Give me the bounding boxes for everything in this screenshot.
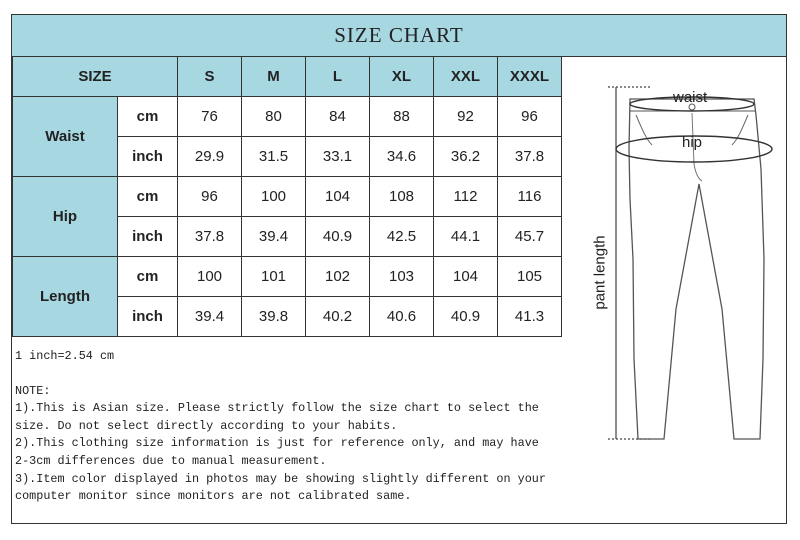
table-cell: 40.6 (370, 297, 434, 337)
notes-heading: NOTE: (15, 383, 51, 398)
size-col-header: S (178, 57, 242, 97)
table-cell: 100 (178, 257, 242, 297)
table-cell: 84 (306, 97, 370, 137)
table-cell: 80 (242, 97, 306, 137)
size-table (12, 56, 562, 337)
table-cell: 37.8 (178, 217, 242, 257)
size-chart-frame (11, 14, 787, 524)
row-label-waist: Waist (13, 97, 118, 177)
table-cell: 31.5 (242, 137, 306, 177)
table-cell: 41.3 (498, 297, 562, 337)
table-cell: 105 (498, 257, 562, 297)
table-cell: 33.1 (306, 137, 370, 177)
hip-label: hip (682, 134, 703, 151)
table-cell: 108 (370, 177, 434, 217)
table-cell: 102 (306, 257, 370, 297)
table-cell: 92 (434, 97, 498, 137)
table-cell: 103 (370, 257, 434, 297)
row-label-length: Length (13, 257, 118, 337)
size-col-header: XL (370, 57, 434, 97)
note-line: 1).This is Asian size. Please strictly follow the size chart to select the (15, 401, 539, 416)
page-title: SIZE CHART (12, 15, 786, 57)
note-line: size. Do not select directly according to your habits. (15, 418, 398, 433)
table-cell: 104 (434, 257, 498, 297)
conversion-note: 1 inch=2.54 cm (15, 349, 115, 363)
unit-label-inch: inch (118, 297, 178, 337)
notes-section (15, 348, 555, 506)
unit-label-cm: cm (118, 257, 178, 297)
table-row (13, 257, 562, 297)
table-cell: 42.5 (370, 217, 434, 257)
unit-label-cm: cm (118, 97, 178, 137)
table-cell: 37.8 (498, 137, 562, 177)
pant-length-label: pant length (591, 235, 609, 310)
table-row (13, 97, 562, 137)
unit-label-cm: cm (118, 177, 178, 217)
table-cell: 29.9 (178, 137, 242, 177)
table-cell: 40.2 (306, 297, 370, 337)
table-cell: 116 (498, 177, 562, 217)
note-line: 3).Item color displayed in photos may be showing slightly different on your (15, 471, 546, 486)
unit-label-inch: inch (118, 137, 178, 177)
table-cell: 96 (178, 177, 242, 217)
row-label-hip: Hip (13, 177, 118, 257)
table-cell: 100 (242, 177, 306, 217)
table-cell: 96 (498, 97, 562, 137)
table-header-row (13, 57, 562, 97)
table-cell: 112 (434, 177, 498, 217)
table-cell: 36.2 (434, 137, 498, 177)
size-col-header: XXL (434, 57, 498, 97)
pants-diagram (572, 59, 787, 519)
table-cell: 45.7 (498, 217, 562, 257)
table-cell: 39.4 (242, 217, 306, 257)
note-line: 2).This clothing size information is just for reference only, and may have (15, 436, 539, 451)
table-cell: 88 (370, 97, 434, 137)
table-cell: 34.6 (370, 137, 434, 177)
size-col-header: L (306, 57, 370, 97)
table-cell: 76 (178, 97, 242, 137)
table-cell: 40.9 (306, 217, 370, 257)
table-cell: 101 (242, 257, 306, 297)
size-header: SIZE (13, 57, 178, 97)
waist-label: waist (673, 89, 708, 106)
note-line: 2-3cm differences due to manual measurement. (15, 453, 327, 468)
unit-label-inch: inch (118, 217, 178, 257)
table-row (13, 177, 562, 217)
size-col-header: M (242, 57, 306, 97)
size-col-header: XXXL (498, 57, 562, 97)
table-cell: 39.8 (242, 297, 306, 337)
table-cell: 39.4 (178, 297, 242, 337)
note-line: computer monitor since monitors are not calibrated same. (15, 489, 412, 504)
table-cell: 104 (306, 177, 370, 217)
table-cell: 44.1 (434, 217, 498, 257)
table-cell: 40.9 (434, 297, 498, 337)
